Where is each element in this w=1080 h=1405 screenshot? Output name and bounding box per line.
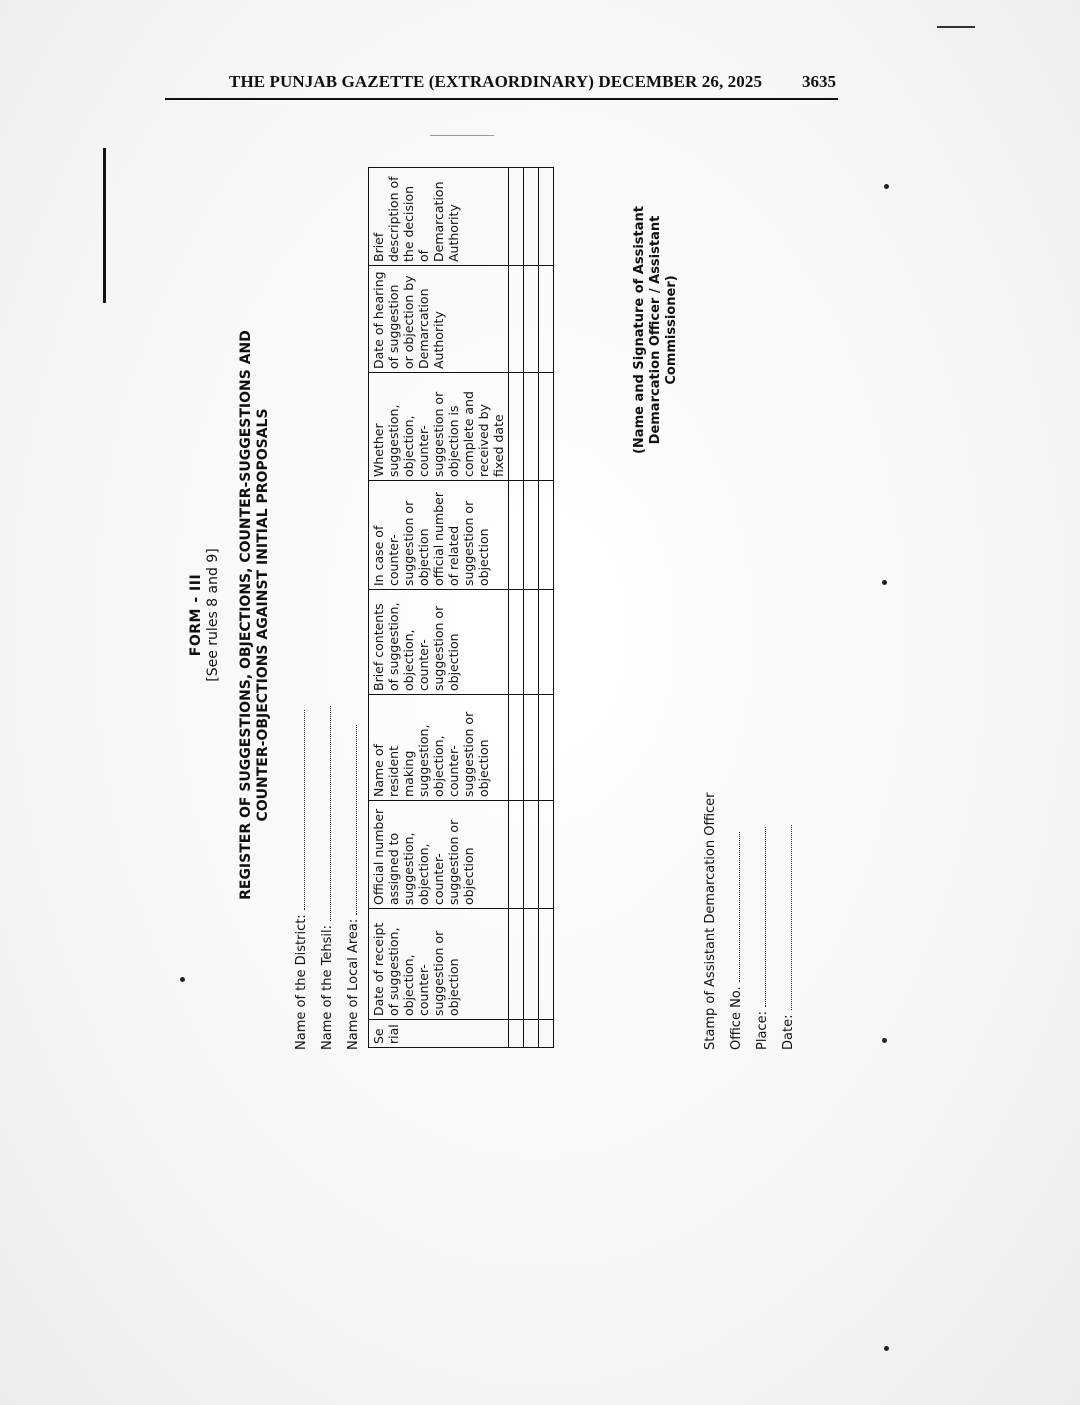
signature-line1: (Name and Signature of Assistant [632, 206, 647, 455]
speck [882, 580, 887, 585]
page-number: 3635 [802, 72, 836, 91]
form-number: FORM - III [188, 573, 204, 657]
column-header: Official number assigned to suggestion, objection, counter-suggestion or objection [369, 801, 509, 909]
date-blank[interactable] [779, 825, 792, 1010]
column-header: Brief contents of suggestion, objection, counter-suggestion or objection [369, 590, 509, 695]
table-cell[interactable] [524, 801, 539, 909]
signature-line2: Demarcation Officer / Assistant [648, 215, 663, 445]
register-title-line2: COUNTER-OBJECTIONS AGAINST INITIAL PROPOSALS [255, 408, 271, 822]
table-cell[interactable] [539, 373, 554, 481]
signature-line3: Commissioner) [664, 275, 679, 385]
table-cell[interactable] [509, 373, 524, 481]
table-cell[interactable] [539, 266, 554, 373]
place-label: Place: [755, 1011, 770, 1050]
table-cell[interactable] [539, 909, 554, 1020]
tehsil-blank[interactable] [318, 706, 331, 921]
column-header: Se rial [369, 1020, 509, 1048]
table-cell[interactable] [539, 481, 554, 590]
place-field [750, 792, 776, 1050]
table-cell[interactable] [524, 695, 539, 801]
table-cell[interactable] [524, 481, 539, 590]
column-header: Name of resident making suggestion, objection, counter-suggestion or objection [369, 695, 509, 801]
table-cell[interactable] [524, 909, 539, 1020]
office-no-blank[interactable] [727, 832, 740, 982]
tehsil-label: Name of the Tehsil: [320, 925, 335, 1050]
table-cell[interactable] [539, 695, 554, 801]
register-title-line1: REGISTER OF SUGGESTIONS, OBJECTIONS, COUNTER-SUGGESTIONS AND [238, 330, 254, 900]
table-cell[interactable] [524, 168, 539, 266]
place-blank[interactable] [753, 827, 766, 1007]
office-no-label: Office No. [729, 986, 744, 1050]
form-heading [188, 150, 222, 1080]
stamp-label: Stamp of Assistant Demarcation Officer [703, 792, 718, 1050]
table-cell[interactable] [509, 481, 524, 590]
column-header: Whether suggestion, objection, counter-suggestion or objection is complete and received by fixed date [369, 373, 509, 481]
table-cell[interactable] [509, 695, 524, 801]
faint-rule [430, 135, 494, 136]
table-cell[interactable] [509, 1020, 524, 1048]
speck [882, 1038, 887, 1043]
table-cell[interactable] [509, 168, 524, 266]
column-header: In case of counter-suggestion or objection official number of related suggestion or objection [369, 481, 509, 590]
office-no-field [724, 792, 750, 1050]
table-cell[interactable] [524, 266, 539, 373]
table-cell[interactable] [524, 590, 539, 695]
signature-block [632, 205, 680, 455]
table-row [539, 168, 554, 1048]
table-cell[interactable] [524, 373, 539, 481]
district-label: Name of the District: [294, 914, 309, 1050]
register-title [238, 150, 272, 1080]
corner-mark [937, 26, 975, 28]
table-cell[interactable] [539, 801, 554, 909]
table-header-row [369, 168, 509, 1048]
form-rotated-block [170, 150, 796, 1080]
table-cell[interactable] [509, 909, 524, 1020]
local-area-blank[interactable] [344, 725, 357, 915]
tehsil-field [318, 706, 336, 1050]
stamp-block [698, 792, 802, 1050]
table-cell[interactable] [539, 168, 554, 266]
column-header: Date of hearing of suggestion or objection by Demarcation Authority [369, 266, 509, 373]
column-header: Brief description of the decision of Demarcation Authority [369, 168, 509, 266]
district-field [292, 710, 310, 1050]
district-blank[interactable] [292, 710, 305, 910]
table-cell[interactable] [539, 590, 554, 695]
gazette-header [165, 70, 838, 100]
rules-reference: [See rules 8 and 9] [205, 548, 221, 682]
margin-bar [103, 148, 106, 303]
gazette-title: THE PUNJAB GAZETTE (EXTRAORDINARY) DECEMBER 26, 2025 [229, 72, 763, 91]
speck [884, 1346, 889, 1351]
date-label: Date: [781, 1014, 796, 1050]
table-cell[interactable] [509, 266, 524, 373]
table-cell[interactable] [509, 590, 524, 695]
local-area-label: Name of Local Area: [346, 918, 361, 1050]
speck [884, 184, 889, 189]
table-cell[interactable] [539, 1020, 554, 1048]
column-header: Date of receipt of suggestion, objection, counter-suggestion or objection [369, 909, 509, 1020]
table-cell[interactable] [524, 1020, 539, 1048]
local-area-field [344, 725, 362, 1050]
register-table [368, 167, 554, 1048]
table-row [509, 168, 524, 1048]
date-field [776, 792, 802, 1050]
table-row [524, 168, 539, 1048]
table-cell[interactable] [509, 801, 524, 909]
